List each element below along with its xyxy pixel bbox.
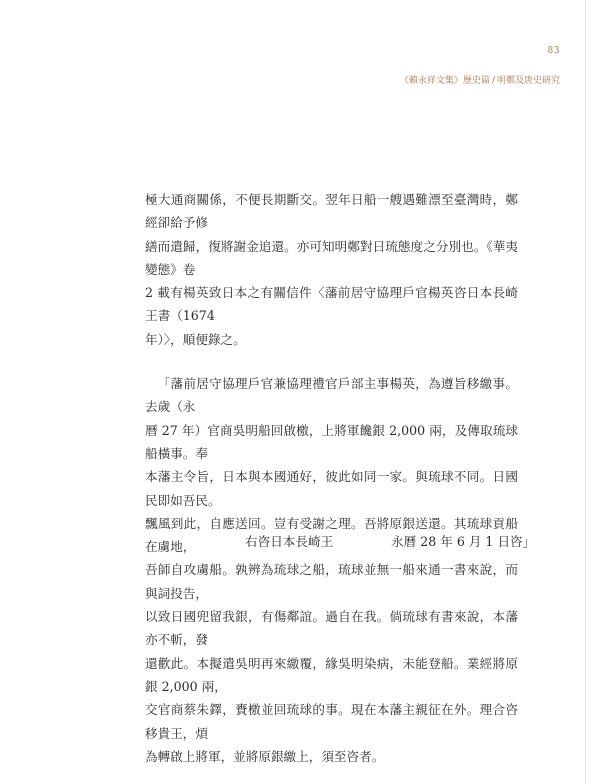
letter-signature xyxy=(145,530,536,554)
section-label: 明鄭及唐史研究 xyxy=(496,76,560,86)
paragraph-letter: 「藩前居守協理戶官兼協理禮官戶部主事楊英，為遵旨移繳事。去歲（永 曆 27 年）官商吳明船回啟檄，上將軍饞銀 2,000 兩，及傳取琉球船橫事。奉 本藩主令旨，日本與本國通好，彼此如同一家。與琉球不同。日國民即如吾民。 飄風到此，自應送回。豈有受謝之理。吾將原銀送還。其琉球貢船在虜地， 吾師自攻虜船。孰辨為琉球之船，琉球並無一船來通一書來說，而與詞投告， 以致日國兜留我銀，有傷鄰誼。過自在我。倘琉球有書來說，本藩亦不斬，發 還歡此。本擬遣吳明再來繳覆，緣吳明染病，未能登船。業經將原銀 2,000 兩， 交官商蔡朱鐸，賚檄並回琉球的事。現在本藩主親征在外。理合咨移貴王，煩 為轉啟上將軍，並將原銀繳上，須至咨者。 xyxy=(145,376,518,764)
page-number: 83 xyxy=(547,46,560,56)
book-title: 《賴永祥文集》 xyxy=(399,76,463,86)
signature-recipient: 右咨日本長崎王 xyxy=(245,534,334,549)
header-separator: / xyxy=(491,76,495,86)
page-edge-line xyxy=(585,0,586,784)
paragraph-intro: 極大通商關係，不便長期斷交。翌年日船一艘遇難漂至臺灣時，鄭經卻給予修 繕而遣歸，復將謝金追還。亦可知明鄭對日琉態度之分別也。《華夷變態》卷 2 載有楊英致日本之有關信件〈藩前居守協理戶官楊英咨日本長崎王書（1674 年）〉，順便錄之。 xyxy=(145,192,518,347)
main-text xyxy=(145,188,518,768)
signature-date: 永曆 28 年 6 月 1 日咨」 xyxy=(391,534,536,549)
running-header xyxy=(400,73,560,86)
volume-label: 歷史篇 xyxy=(462,76,490,86)
